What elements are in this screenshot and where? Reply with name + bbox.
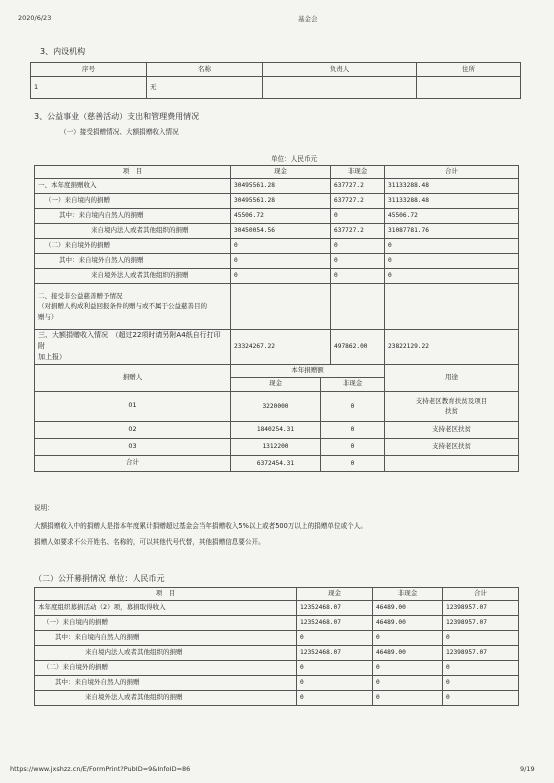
- total-value: 0: [385, 239, 519, 254]
- total-label: 合计: [35, 455, 231, 471]
- noncash-value: 637727.2: [331, 224, 385, 239]
- noncash-value: [331, 284, 385, 330]
- total-value: 31133288.48: [385, 194, 519, 209]
- row-label: 其中：来自境外自然人的捐赠: [35, 254, 231, 269]
- non-welfare-gift-row: [35, 284, 231, 330]
- donor-header: 捐赠人: [35, 364, 231, 391]
- row-label: 一、本年度捐赠收入: [35, 179, 231, 194]
- cash-value: 30495561.28: [231, 179, 331, 194]
- cash-value: 1312200: [231, 438, 321, 455]
- cash-value: 0: [297, 676, 373, 691]
- print-site-title: 基金会: [298, 15, 318, 23]
- cash-value: [231, 284, 331, 330]
- cash-value: 0: [297, 691, 373, 706]
- unit-label: 单位：人民币元: [271, 155, 318, 163]
- use-cell: [385, 391, 519, 421]
- col-header-name: 名称: [147, 63, 263, 77]
- row-label: （二）来自境外的捐赠: [35, 661, 297, 676]
- total-value: 0: [385, 269, 519, 284]
- row-label: 来自境内法人或者其他组织的捐赠: [35, 224, 231, 239]
- section-welfare-subtitle: （一）接受捐赠情况、大额捐赠收入情况: [60, 128, 179, 136]
- page-number: 9/19: [520, 765, 535, 773]
- cash-value: 0: [297, 661, 373, 676]
- noncash-value: 0: [373, 661, 443, 676]
- row-label: 二、接受非公益慈善赠予情况: [38, 291, 123, 300]
- total-value: 0: [443, 691, 519, 706]
- row-label: 来自境外法人或者其他组织的捐赠: [35, 691, 297, 706]
- total-value: 12398957.07: [443, 601, 519, 616]
- table-cell: [417, 77, 521, 99]
- noncash-value: 0: [373, 631, 443, 646]
- total-value: 12398957.07: [443, 616, 519, 631]
- fundraising-title: （二）公开募捐情况 单位：人民币元: [34, 574, 165, 583]
- cash-value: 23324267.22: [231, 330, 331, 365]
- table-cell: [263, 77, 417, 99]
- noncash-value: 0: [321, 391, 385, 421]
- total-value: 23822129.22: [385, 330, 519, 365]
- total-value: 45506.72: [385, 209, 519, 224]
- total-value: 0: [385, 254, 519, 269]
- use-text: 支持老区扶贫: [385, 438, 519, 455]
- notes-title: 说明：: [34, 504, 54, 512]
- noncash-value: 0: [373, 676, 443, 691]
- notes-line-2: 捐赠人如要求不公开姓名、名称的，可以其他代号代替，其他捐赠信息要公开。: [34, 538, 265, 546]
- cash-value: 1840254.31: [231, 421, 321, 438]
- col-header-cash: 现金: [297, 588, 373, 601]
- row-label: （对捐赠人构成利益回报条件的赠与或不属于公益慈善目的: [38, 302, 207, 311]
- noncash-value: 0: [321, 438, 385, 455]
- col-header-item: 项 目: [35, 166, 231, 179]
- noncash-value: 0: [331, 254, 385, 269]
- total-value: 31087781.76: [385, 224, 519, 239]
- cash-value: 0: [231, 239, 331, 254]
- table-cell: 无: [147, 77, 263, 99]
- cash-value: 0: [231, 269, 331, 284]
- row-label: 其中：来自境内自然人的捐赠: [35, 209, 231, 224]
- footer-url[interactable]: https://www.jxshzz.cn/E/FormPrint?PubID=9&InfoID=86: [10, 765, 191, 773]
- noncash-value: 46489.00: [373, 646, 443, 661]
- total-value: 0: [443, 661, 519, 676]
- donor-code: 01: [35, 391, 231, 421]
- noncash-value: 0: [331, 239, 385, 254]
- noncash-total: 0: [321, 455, 385, 471]
- row-label: （一）来自境内的捐赠: [35, 616, 297, 631]
- use-text: 扶贫: [445, 407, 458, 416]
- cash-value: 30495561.28: [231, 194, 331, 209]
- row-label: 加上报）: [38, 353, 66, 362]
- donor-code: 02: [35, 421, 231, 438]
- row-label: （二）来自境外的捐赠: [35, 239, 231, 254]
- noncash-value: 637727.2: [331, 194, 385, 209]
- fundraising-table: [34, 587, 519, 706]
- amount-header: 本年捐赠额: [231, 364, 385, 377]
- notes-line-1: 大额捐赠收入中的捐赠人是指本年度累计捐赠超过基金会当年捐赠收入5%以上或者500万以上的捐赠单位或个人。: [34, 522, 367, 530]
- noncash-value: 0: [331, 269, 385, 284]
- cash-value: 3220000: [231, 391, 321, 421]
- cash-value: 0: [231, 254, 331, 269]
- cash-value: 0: [297, 631, 373, 646]
- row-label: 来自境内法人或者其他组织的捐赠: [35, 646, 297, 661]
- cash-value: 12352468.07: [297, 616, 373, 631]
- col-header-noncash: 非现金: [373, 588, 443, 601]
- use-text: 支持老区教育扶贫及项目: [415, 396, 488, 405]
- col-header-index: 序号: [31, 63, 147, 77]
- section-internal-title: 3、内设机构: [40, 47, 86, 56]
- total-value: 0: [443, 676, 519, 691]
- noncash-value: 0: [373, 691, 443, 706]
- total-value: 31133288.48: [385, 179, 519, 194]
- row-label: 来自境外法人或者其他组织的捐赠: [35, 269, 231, 284]
- cash-total: 6372454.31: [231, 455, 321, 471]
- noncash-value: 46489.00: [373, 616, 443, 631]
- total-value: [385, 284, 519, 330]
- table-cell: 1: [31, 77, 147, 99]
- internal-org-table: [30, 62, 521, 99]
- noncash-value: 497862.00: [331, 330, 385, 365]
- row-label: （一）来自境内的捐赠: [35, 194, 231, 209]
- donations-table: [34, 165, 519, 472]
- row-label: 其中：来自境外自然人的捐赠: [35, 676, 297, 691]
- section-welfare-title: 3、公益事业（慈善活动）支出和管理费用情况: [34, 112, 200, 121]
- cash-value: 45506.72: [231, 209, 331, 224]
- use-header: 用途: [385, 364, 519, 391]
- total-value: 12398957.07: [443, 646, 519, 661]
- col-header-cash: 现金: [231, 166, 331, 179]
- col-header-noncash: 非现金: [331, 166, 385, 179]
- row-label: 其中：来自境内自然人的捐赠: [35, 631, 297, 646]
- cash-value: 12352468.07: [297, 646, 373, 661]
- print-date: 2020/6/23: [18, 14, 52, 22]
- col-header-item: 项 目: [35, 588, 297, 601]
- donor-code: 03: [35, 438, 231, 455]
- noncash-value: 0: [331, 209, 385, 224]
- col-header-person: 负责人: [263, 63, 417, 77]
- large-donation-row: [35, 330, 231, 365]
- col-header-total: 合计: [443, 588, 519, 601]
- row-label: 本年度组织募捐活动（2）项，募捐取得收入: [35, 601, 297, 616]
- noncash-value: 0: [321, 421, 385, 438]
- noncash-value: 637727.2: [331, 179, 385, 194]
- row-label: 三、大额捐赠收入情况 （超过22项时请另附A4纸自行打印附: [38, 331, 221, 351]
- use-cell-empty: [385, 455, 519, 471]
- col-header-address: 住所: [417, 63, 521, 77]
- total-value: 0: [443, 631, 519, 646]
- col-header-total: 合计: [385, 166, 519, 179]
- cash-value: 30450054.56: [231, 224, 331, 239]
- noncash-subheader: 非现金: [321, 377, 385, 391]
- cash-subheader: 现金: [231, 377, 321, 391]
- cash-value: 12352468.07: [297, 601, 373, 616]
- noncash-value: 46489.00: [373, 601, 443, 616]
- use-text: 支持老区扶贫: [385, 421, 519, 438]
- row-label: 赠与）: [38, 312, 58, 321]
